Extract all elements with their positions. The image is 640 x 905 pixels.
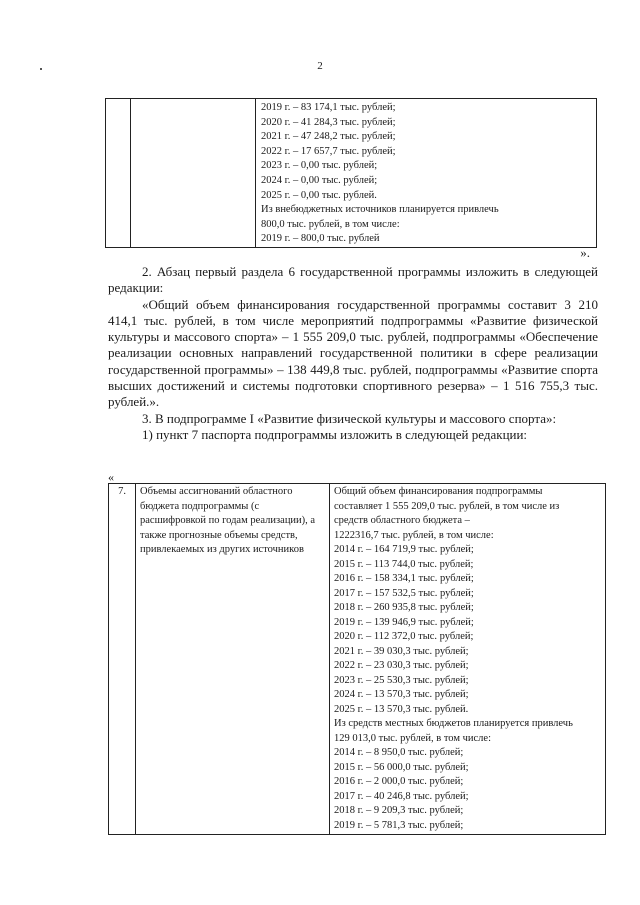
table-line: 2022 г. – 23 030,3 тыс. рублей; — [334, 660, 469, 671]
table-line: 2017 г. – 157 532,5 тыс. рублей; — [334, 587, 474, 599]
table-line: 2018 г. – 260 935,8 тыс. рублей; — [334, 602, 474, 613]
table-line: 2015 г. – 113 744,0 тыс. рублей; — [334, 558, 474, 570]
table-line: 2016 г. – 158 334,1 тыс. рублей; — [334, 573, 474, 584]
table-line: Из средств местных бюджетов планируется привлечь — [334, 718, 573, 729]
table-line: 2024 г. – 13 570,3 тыс. рублей; — [334, 689, 469, 700]
subprogram-passport-table — [108, 483, 606, 835]
table-line: Общий объем финансирования подпрограммы — [334, 486, 543, 497]
table-line: 800,0 тыс. рублей, в том числе: — [261, 218, 400, 230]
row-number: 7. — [109, 484, 136, 835]
table-line: 2021 г. – 39 030,3 тыс. рублей; — [334, 645, 469, 657]
table-line: 2019 г. – 139 946,9 тыс. рублей; — [334, 616, 474, 628]
table-line: 2020 г. – 41 284,3 тыс. рублей; — [261, 116, 396, 128]
table-line: 2014 г. – 164 719,9 тыс. рублей; — [334, 544, 474, 555]
table-line: 2015 г. – 56 000,0 тыс. рублей; — [334, 761, 469, 773]
table-line: составляет 1 555 209,0 тыс. рублей, в том числе из — [334, 500, 560, 512]
table-cell-empty — [106, 99, 131, 248]
table-line: 129 013,0 тыс. рублей, в том числе: — [334, 732, 491, 744]
row-values — [330, 484, 606, 835]
row-label: Объемы ассигнований областного бюджета подпрограммы (с расшифровкой по годам реализации), а также прогнозные объемы средств, привлекаемых из других источников — [136, 484, 330, 835]
table-line: 2019 г. – 5 781,3 тыс. рублей; — [334, 819, 464, 831]
table-line: 2017 г. – 40 246,8 тыс. рублей; — [334, 790, 469, 802]
table-line: 2019 г. – 83 174,1 тыс. рублей; — [261, 102, 396, 113]
table-line: 2022 г. – 17 657,7 тыс. рублей; — [261, 145, 396, 157]
table-line: 2025 г. – 0,00 тыс. рублей. — [261, 189, 377, 201]
closing-quote: ». — [580, 245, 590, 260]
page-number: 2 — [317, 60, 323, 72]
opening-quote: « — [108, 470, 114, 484]
table-line: 2024 г. – 0,00 тыс. рублей; — [261, 174, 378, 186]
table-line: 2025 г. – 13 570,3 тыс. рублей. — [334, 703, 469, 715]
table-cell-values — [256, 99, 597, 248]
table-line: 1222316,7 тыс. рублей, в том числе: — [334, 529, 494, 541]
amendment-text — [108, 264, 598, 443]
table-line: 2016 г. – 2 000,0 тыс. рублей; — [334, 776, 464, 787]
table-line: Из внебюджетных источников планируется привлечь — [261, 204, 499, 216]
paragraph: 1) пункт 7 паспорта подпрограммы изложить в следующей редакции: — [142, 426, 528, 442]
paragraph: 3. В подпрограмме I «Развитие физической культуры и массового спорта»: — [142, 410, 557, 426]
funding-table-continuation — [105, 98, 597, 248]
table-line: 2019 г. – 800,0 тыс. рублей — [261, 233, 380, 245]
table-line: 2023 г. – 0,00 тыс. рублей; — [261, 160, 378, 172]
table-line: 2021 г. – 47 248,2 тыс. рублей; — [261, 131, 396, 143]
table-line: 2020 г. – 112 372,0 тыс. рублей; — [334, 631, 474, 642]
table-line: 2018 г. – 9 209,3 тыс. рублей; — [334, 805, 464, 816]
table-line: 2023 г. – 25 530,3 тыс. рублей; — [334, 674, 469, 686]
table-line: средств областного бюджета – — [334, 515, 470, 526]
table-line: 2014 г. – 8 950,0 тыс. рублей; — [334, 747, 464, 758]
paragraph: 2. Абзац первый раздела 6 государственной программы изложить в следующей редакции: — [108, 264, 598, 296]
paragraph: «Общий объем финансирования государственной программы составит 3 210 414,1 тыс. рублей, в том числе мероприятий подпрограммы «Развитие физической культуры и массового спорта» – 1 555 209,0 тыс. рублей, подпрограммы «Обеспечение реализации основных направлений государственной политики в сфере реализации государственной программы» – 138 449,8 тыс. рублей, подпрограммы «Развитие спорта высших достижений и системы подготовки спортивного резерва» – 1 516 755,3 тыс. рублей.». — [108, 296, 598, 410]
table-cell-empty — [131, 99, 256, 248]
